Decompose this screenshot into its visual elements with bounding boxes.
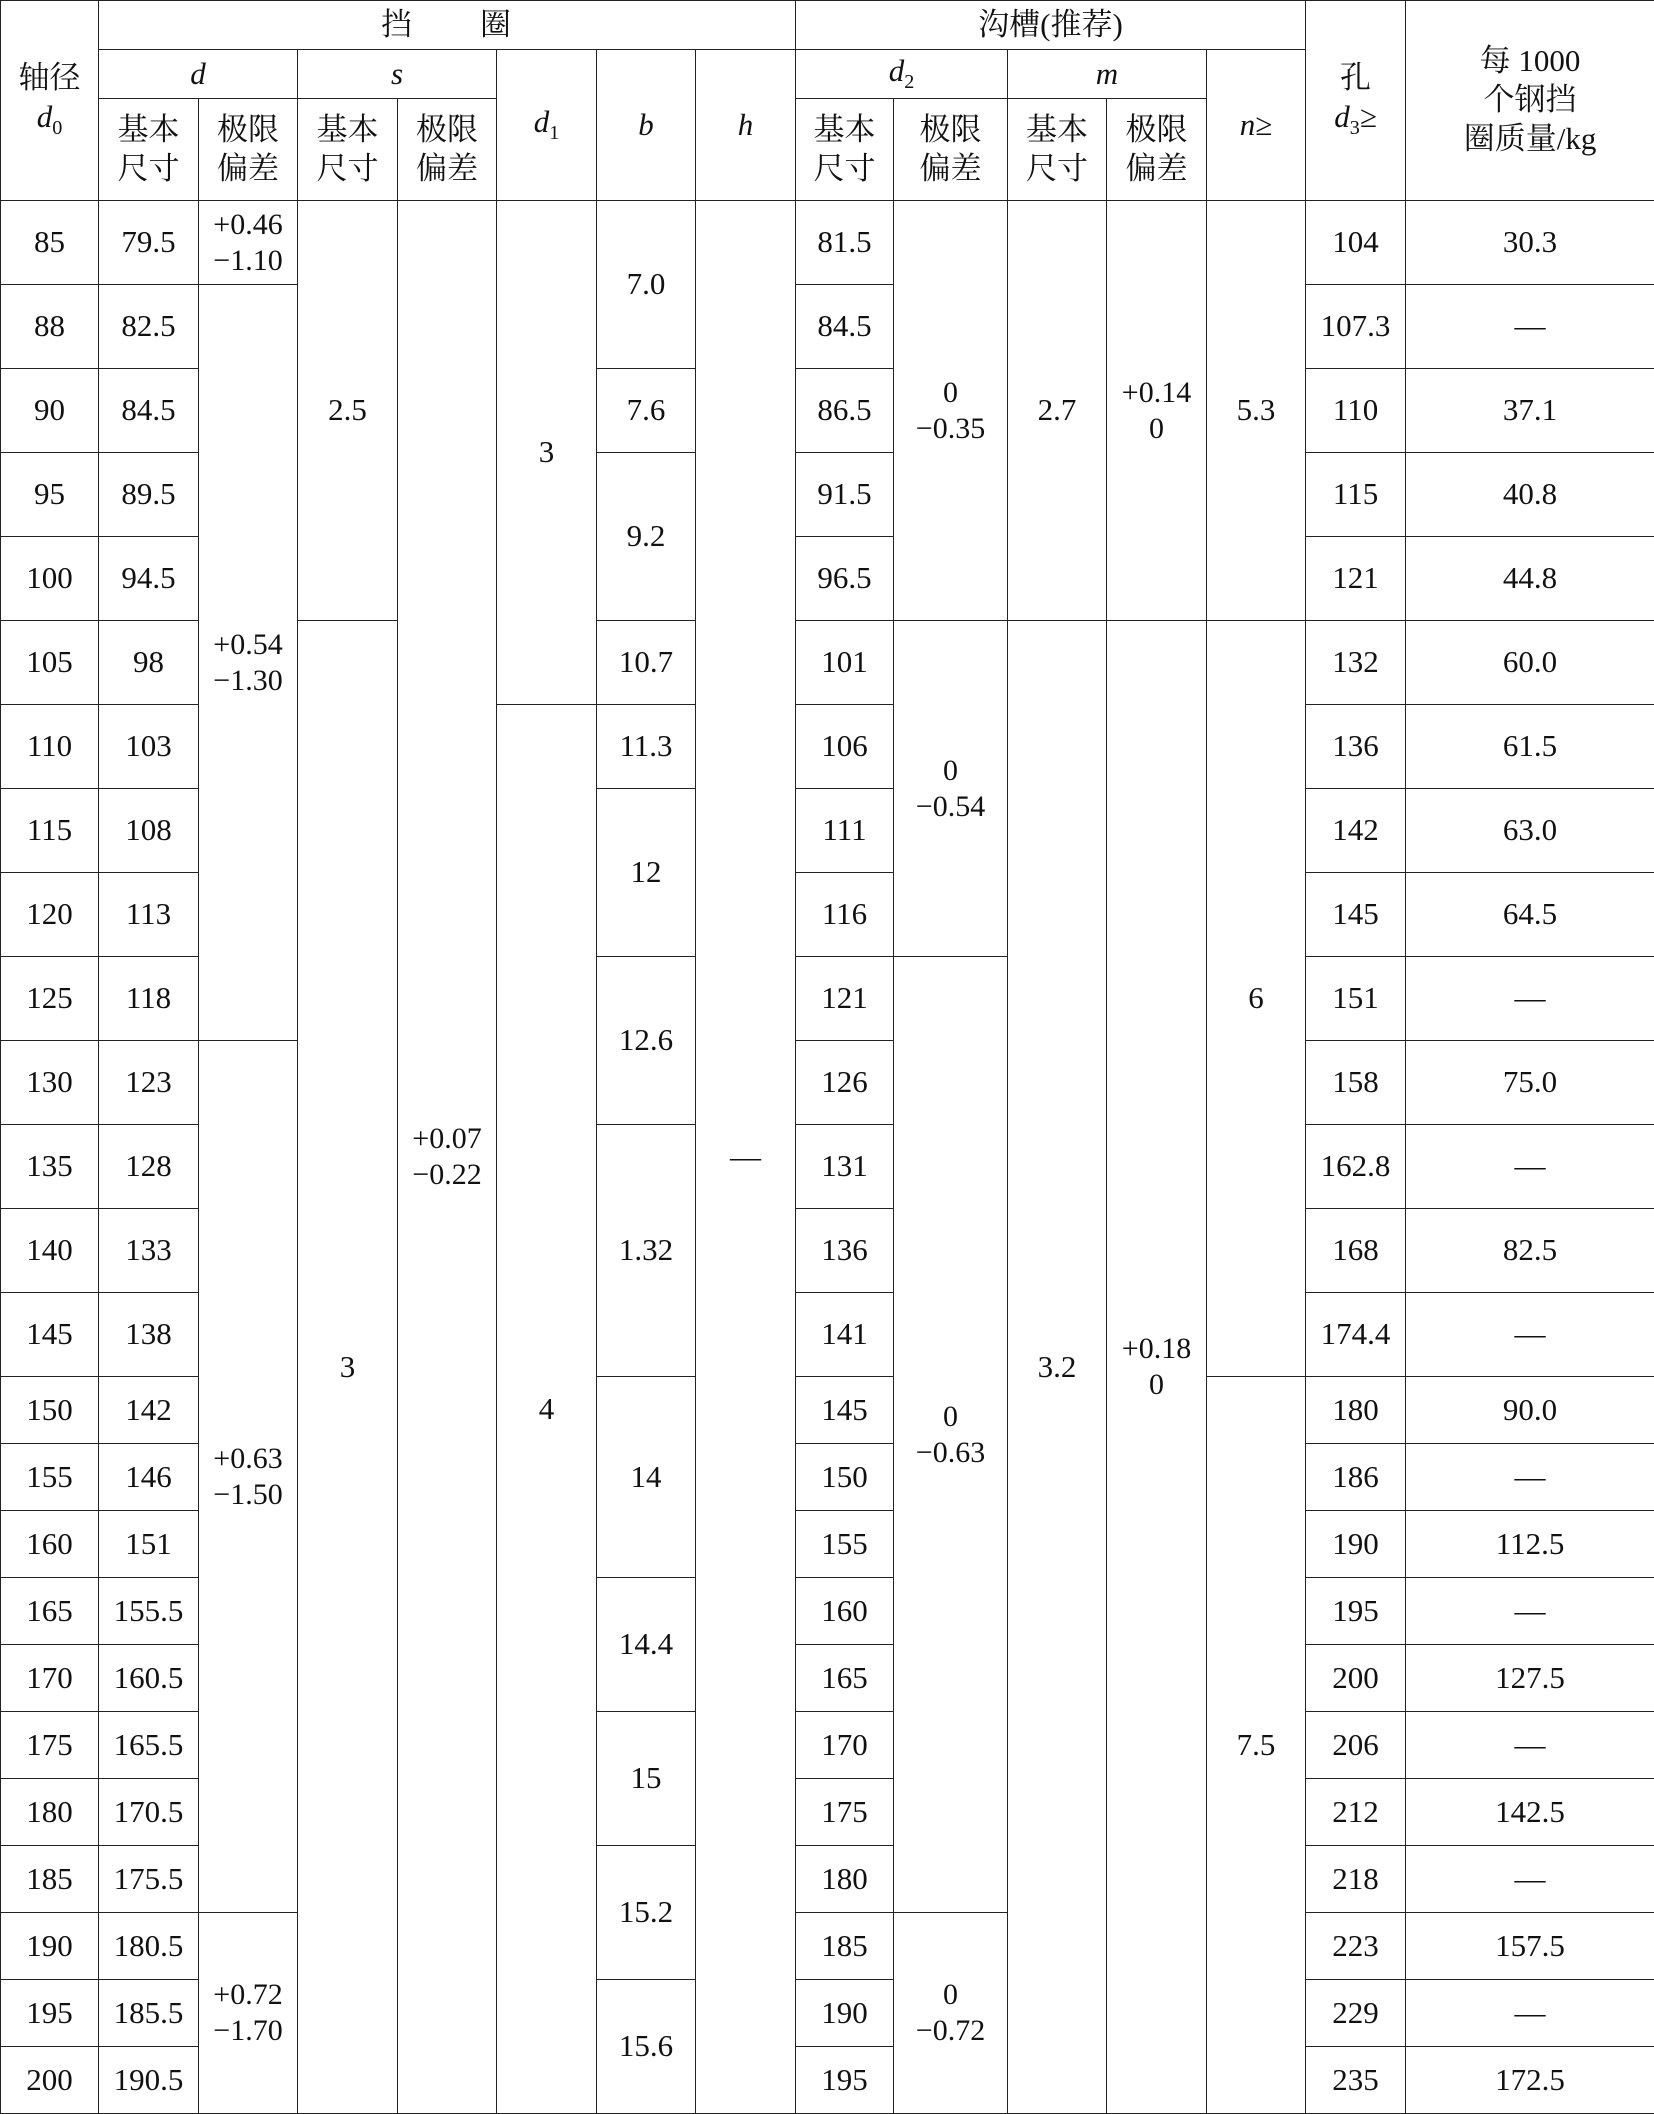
d2-basic-cell: 106	[796, 705, 894, 789]
d3-cell: 107.3	[1306, 285, 1406, 369]
d2-tolerance-header: 极限 偏差	[894, 99, 1008, 201]
tolerance-upper: +0.07	[398, 1121, 496, 1157]
d-basic-cell: 82.5	[99, 285, 199, 369]
d-tolerance-cell	[199, 285, 298, 1041]
d2-basic-cell: 170	[796, 1712, 894, 1779]
mass-cell: 157.5	[1406, 1913, 1654, 1980]
shaft-diameter-cell: 190	[1, 1913, 99, 1980]
hole-title: 孔	[1306, 59, 1405, 98]
d2-basic-cell: 150	[796, 1444, 894, 1511]
d2-basic-cell: 81.5	[796, 201, 894, 285]
mass-header	[1406, 1, 1654, 201]
b-cell: 15	[597, 1712, 696, 1846]
shaft-diameter-header	[1, 1, 99, 201]
d-basic-cell: 84.5	[99, 369, 199, 453]
d3-cell: 235	[1306, 2047, 1406, 2114]
b-cell: 14.4	[597, 1578, 696, 1712]
b-cell: 15.6	[597, 1980, 696, 2114]
shaft-diameter-cell: 145	[1, 1293, 99, 1377]
d-basic-cell: 190.5	[99, 2047, 199, 2114]
mass-line-2: 个钢挡	[1406, 81, 1654, 120]
s-basic-header: 基本 尺寸	[298, 99, 398, 201]
d2-basic-cell: 185	[796, 1913, 894, 1980]
shaft-symbol: $d_0$	[1, 98, 98, 141]
s-basic-cell: 3	[298, 621, 398, 2114]
retaining-ring-group-header: 挡 圈	[99, 1, 796, 50]
d3-cell: 180	[1306, 1377, 1406, 1444]
d3-cell: 212	[1306, 1779, 1406, 1846]
tolerance-lower: −1.70	[199, 2013, 297, 2049]
d2-basic-cell: 190	[796, 1980, 894, 2047]
d1-cell: 4	[497, 705, 597, 2114]
shaft-diameter-cell: 195	[1, 1980, 99, 2047]
d2-basic-header: 基本 尺寸	[796, 99, 894, 201]
d-basic-cell: 118	[99, 957, 199, 1041]
d-basic-cell: 155.5	[99, 1578, 199, 1645]
d3-cell: 145	[1306, 873, 1406, 957]
d-basic-cell: 123	[99, 1041, 199, 1125]
shaft-diameter-cell: 150	[1, 1377, 99, 1444]
header-row-1	[1, 1, 1654, 50]
b-cell: 9.2	[597, 453, 696, 621]
d-basic-cell: 103	[99, 705, 199, 789]
tolerance-upper: 0	[894, 753, 1007, 789]
b-cell: 14	[597, 1377, 696, 1578]
d-tolerance-cell	[199, 201, 298, 285]
mass-cell: 37.1	[1406, 369, 1654, 453]
d3-cell: 186	[1306, 1444, 1406, 1511]
shaft-diameter-cell: 155	[1, 1444, 99, 1511]
d2-basic-cell: 116	[796, 873, 894, 957]
d3-cell: 195	[1306, 1578, 1406, 1645]
d-basic-cell: 79.5	[99, 201, 199, 285]
tolerance-upper: +0.63	[199, 1441, 297, 1477]
mass-cell: —	[1406, 1125, 1654, 1209]
d-basic-cell: 108	[99, 789, 199, 873]
d3-cell: 158	[1306, 1041, 1406, 1125]
d2-basic-cell: 136	[796, 1209, 894, 1293]
mass-cell: 60.0	[1406, 621, 1654, 705]
m-tolerance-cell	[1107, 201, 1207, 621]
tolerance-lower: 0	[1107, 1367, 1206, 1403]
mass-line-1: 每 1000	[1406, 42, 1654, 81]
shaft-diameter-cell: 130	[1, 1041, 99, 1125]
d-basic-cell: 165.5	[99, 1712, 199, 1779]
d-basic-cell: 146	[99, 1444, 199, 1511]
d3-cell: 206	[1306, 1712, 1406, 1779]
mass-cell: 75.0	[1406, 1041, 1654, 1125]
m-basic-header: 基本 尺寸	[1008, 99, 1107, 201]
mass-cell: —	[1406, 1444, 1654, 1511]
d3-cell: 229	[1306, 1980, 1406, 2047]
d-basic-cell: 170.5	[99, 1779, 199, 1846]
mass-cell: 63.0	[1406, 789, 1654, 873]
mass-cell: 112.5	[1406, 1511, 1654, 1578]
tolerance-upper: 0	[894, 1399, 1007, 1435]
d3-cell: 200	[1306, 1645, 1406, 1712]
mass-cell: —	[1406, 1712, 1654, 1779]
d-basic-cell: 128	[99, 1125, 199, 1209]
shaft-diameter-cell: 95	[1, 453, 99, 537]
tolerance-upper: +0.18	[1107, 1331, 1206, 1367]
n-header: n≥	[1207, 50, 1306, 201]
tolerance-lower: −1.10	[199, 243, 297, 279]
d3-symbol: $d_3\ge$	[1306, 98, 1405, 141]
tolerance-lower: −1.50	[199, 1477, 297, 1513]
tolerance-upper: 0	[894, 1977, 1007, 2013]
h-cell: —	[696, 201, 796, 2114]
shaft-diameter-cell: 140	[1, 1209, 99, 1293]
d3-cell: 121	[1306, 537, 1406, 621]
shaft-diameter-cell: 175	[1, 1712, 99, 1779]
d2-basic-cell: 111	[796, 789, 894, 873]
mass-cell: 64.5	[1406, 873, 1654, 957]
mass-cell: —	[1406, 957, 1654, 1041]
shaft-diameter-cell: 110	[1, 705, 99, 789]
shaft-diameter-cell: 105	[1, 621, 99, 705]
tolerance-lower: −0.72	[894, 2013, 1007, 2049]
tolerance-lower: −0.22	[398, 1157, 496, 1193]
d3-cell: 223	[1306, 1913, 1406, 1980]
tolerance-lower: −0.54	[894, 789, 1007, 825]
d1-cell: 3	[497, 201, 597, 705]
d-tolerance-cell	[199, 1913, 298, 2114]
shaft-diameter-cell: 180	[1, 1779, 99, 1846]
d2-tolerance-cell	[894, 621, 1008, 957]
d2-basic-cell: 84.5	[796, 285, 894, 369]
h-header: h	[696, 50, 796, 201]
s-tolerance-cell	[398, 201, 497, 2114]
d2-basic-cell: 86.5	[796, 369, 894, 453]
tolerance-lower: −0.35	[894, 411, 1007, 447]
d2-basic-cell: 145	[796, 1377, 894, 1444]
mass-cell: —	[1406, 1846, 1654, 1913]
d3-cell: 190	[1306, 1511, 1406, 1578]
shaft-diameter-cell: 135	[1, 1125, 99, 1209]
mass-cell: 40.8	[1406, 453, 1654, 537]
n-cell: 5.3	[1207, 201, 1306, 621]
tolerance-upper: +0.46	[199, 207, 297, 243]
b-cell: 1.32	[597, 1125, 696, 1377]
d2-basic-cell: 101	[796, 621, 894, 705]
d3-cell: 168	[1306, 1209, 1406, 1293]
d2-basic-cell: 165	[796, 1645, 894, 1712]
d2-basic-cell: 175	[796, 1779, 894, 1846]
d-tolerance-header: 极限 偏差	[199, 99, 298, 201]
d-basic-cell: 151	[99, 1511, 199, 1578]
d-header: d	[99, 50, 298, 99]
m-basic-cell: 3.2	[1008, 621, 1107, 2114]
d3-cell: 151	[1306, 957, 1406, 1041]
d-tolerance-cell	[199, 1041, 298, 1913]
d3-cell: 115	[1306, 453, 1406, 537]
b-cell: 15.2	[597, 1846, 696, 1980]
mass-cell: 127.5	[1406, 1645, 1654, 1712]
d2-basic-cell: 121	[796, 957, 894, 1041]
shaft-diameter-cell: 165	[1, 1578, 99, 1645]
d2-basic-cell: 131	[796, 1125, 894, 1209]
d2-basic-cell: 96.5	[796, 537, 894, 621]
s-basic-cell: 2.5	[298, 201, 398, 621]
mass-line-3: 圈质量/kg	[1406, 120, 1654, 159]
mass-cell: 142.5	[1406, 1779, 1654, 1846]
tolerance-upper: +0.14	[1107, 375, 1206, 411]
mass-cell: —	[1406, 1578, 1654, 1645]
b-cell: 7.0	[597, 201, 696, 369]
mass-cell: 82.5	[1406, 1209, 1654, 1293]
d2-tolerance-cell	[894, 957, 1008, 1913]
d2-basic-cell: 155	[796, 1511, 894, 1578]
d-basic-cell: 142	[99, 1377, 199, 1444]
d3-cell: 142	[1306, 789, 1406, 873]
table-row	[1, 1041, 1654, 1125]
tolerance-lower: −1.30	[199, 663, 297, 699]
shaft-diameter-cell: 85	[1, 201, 99, 285]
s-header: s	[298, 50, 497, 99]
d3-cell: 110	[1306, 369, 1406, 453]
d3-cell: 136	[1306, 705, 1406, 789]
tolerance-lower: 0	[1107, 411, 1206, 447]
shaft-diameter-cell: 170	[1, 1645, 99, 1712]
d2-tolerance-cell	[894, 201, 1008, 621]
n-cell: 7.5	[1207, 1377, 1306, 2114]
b-cell: 11.3	[597, 705, 696, 789]
shaft-diameter-cell: 88	[1, 285, 99, 369]
table-row	[1, 285, 1654, 369]
shaft-diameter-cell: 125	[1, 957, 99, 1041]
b-cell: 12	[597, 789, 696, 957]
m-basic-cell: 2.7	[1008, 201, 1107, 621]
hole-header	[1306, 1, 1406, 201]
d-basic-cell: 133	[99, 1209, 199, 1293]
d3-cell: 132	[1306, 621, 1406, 705]
d2-basic-cell: 91.5	[796, 453, 894, 537]
b-cell: 7.6	[597, 369, 696, 453]
mass-cell: —	[1406, 285, 1654, 369]
d2-basic-cell: 141	[796, 1293, 894, 1377]
groove-group-header: 沟槽(推荐)	[796, 1, 1306, 50]
d-basic-cell: 98	[99, 621, 199, 705]
d3-cell: 174.4	[1306, 1293, 1406, 1377]
shaft-diameter-cell: 160	[1, 1511, 99, 1578]
d-basic-cell: 89.5	[99, 453, 199, 537]
mass-cell: 90.0	[1406, 1377, 1654, 1444]
mass-cell: 44.8	[1406, 537, 1654, 621]
tolerance-lower: −0.63	[894, 1435, 1007, 1471]
mass-cell: 30.3	[1406, 201, 1654, 285]
shaft-diameter-cell: 185	[1, 1846, 99, 1913]
d-basic-header: 基本 尺寸	[99, 99, 199, 201]
mass-cell: 172.5	[1406, 2047, 1654, 2114]
n-cell: 6	[1207, 621, 1306, 1377]
d2-basic-cell: 180	[796, 1846, 894, 1913]
s-tolerance-header: 极限 偏差	[398, 99, 497, 201]
mass-cell: —	[1406, 1980, 1654, 2047]
shaft-diameter-cell: 115	[1, 789, 99, 873]
b-header: b	[597, 50, 696, 201]
shaft-diameter-cell: 120	[1, 873, 99, 957]
d-basic-cell: 180.5	[99, 1913, 199, 1980]
table-row	[1, 1913, 1654, 1980]
table-row	[1, 201, 1654, 285]
tolerance-upper: +0.54	[199, 627, 297, 663]
tolerance-upper: +0.72	[199, 1977, 297, 2013]
d2-basic-cell: 160	[796, 1578, 894, 1645]
d-basic-cell: 185.5	[99, 1980, 199, 2047]
m-tolerance-header: 极限 偏差	[1107, 99, 1207, 201]
d-basic-cell: 138	[99, 1293, 199, 1377]
mass-cell: 61.5	[1406, 705, 1654, 789]
d2-basic-cell: 195	[796, 2047, 894, 2114]
d-basic-cell: 175.5	[99, 1846, 199, 1913]
d2-header: $d_2$	[796, 50, 1008, 99]
shaft-title: 轴径	[1, 59, 98, 98]
b-cell: 12.6	[597, 957, 696, 1125]
d3-cell: 162.8	[1306, 1125, 1406, 1209]
d-basic-cell: 113	[99, 873, 199, 957]
shaft-diameter-cell: 90	[1, 369, 99, 453]
d2-basic-cell: 126	[796, 1041, 894, 1125]
shaft-diameter-cell: 200	[1, 2047, 99, 2114]
m-tolerance-cell	[1107, 621, 1207, 2114]
mass-cell: —	[1406, 1293, 1654, 1377]
d2-tolerance-cell	[894, 1913, 1008, 2114]
d3-cell: 218	[1306, 1846, 1406, 1913]
tolerance-upper: 0	[894, 375, 1007, 411]
d3-cell: 104	[1306, 201, 1406, 285]
m-header: m	[1008, 50, 1207, 99]
d-basic-cell: 160.5	[99, 1645, 199, 1712]
b-cell: 10.7	[597, 621, 696, 705]
d-basic-cell: 94.5	[99, 537, 199, 621]
shaft-diameter-cell: 100	[1, 537, 99, 621]
d1-header: $d_1$	[497, 50, 597, 201]
